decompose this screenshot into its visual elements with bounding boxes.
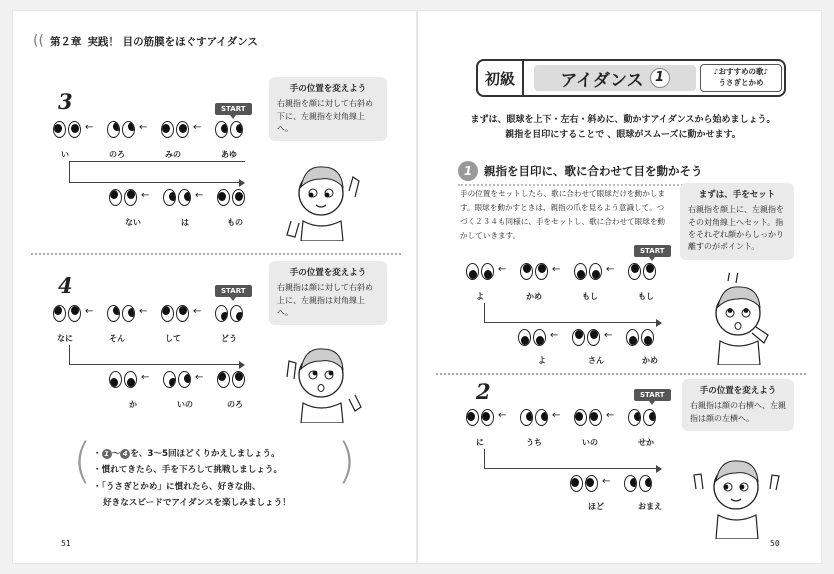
pupil-icon bbox=[634, 412, 641, 421]
bubble-text: 右親指を顔上に、左親指をその対角線上へセット。指をそれぞれ顔からしっかり離すのがポイント。 bbox=[688, 205, 784, 252]
note-item: ・慣れてきたら、手を下ろして挑戦しましょう。 bbox=[93, 465, 283, 476]
lyric-label: かめ bbox=[642, 356, 658, 365]
left-page bbox=[12, 10, 417, 564]
flow-arrowhead-icon bbox=[239, 361, 245, 369]
tip-bubble bbox=[680, 183, 794, 260]
bubble-title: 手の位置を変えよう bbox=[699, 386, 777, 396]
lyric-label: さん bbox=[588, 356, 604, 365]
pupil-icon bbox=[179, 306, 187, 315]
arrow-left-icon: ← bbox=[498, 410, 507, 421]
arrow-left-icon: ← bbox=[602, 476, 611, 487]
lyric-label: みの bbox=[165, 150, 181, 159]
right-page bbox=[417, 10, 822, 564]
eye-row-2-2 bbox=[570, 473, 680, 495]
lyric-label: もし bbox=[582, 292, 598, 301]
eye-icon bbox=[124, 371, 137, 388]
child-illustration bbox=[698, 273, 782, 365]
flow-line bbox=[69, 345, 239, 365]
eye-icon bbox=[217, 189, 230, 206]
pupil-icon bbox=[236, 124, 243, 133]
lyric-label: もの bbox=[227, 218, 243, 227]
pupil-icon bbox=[54, 306, 62, 315]
eye-icon bbox=[122, 305, 135, 322]
lyric-label: ほど bbox=[588, 502, 604, 511]
lyric-label: せか bbox=[638, 438, 654, 447]
eye-icon bbox=[107, 305, 120, 322]
eye-icon bbox=[215, 121, 228, 138]
lyric-label: して bbox=[165, 334, 181, 343]
bubble-title: まずは、手をセット bbox=[698, 190, 776, 200]
eye-icon bbox=[217, 371, 230, 388]
chapter-title: 実践！ 目の筋膜をほぐすアイダンス bbox=[87, 35, 258, 48]
section-divider bbox=[436, 373, 806, 375]
eye-icon bbox=[628, 263, 641, 280]
arrow-left-icon: ← bbox=[85, 122, 94, 133]
pupil-icon bbox=[538, 264, 546, 273]
lyric-label: は bbox=[181, 218, 189, 227]
eye-icon bbox=[643, 409, 656, 426]
eye-icon bbox=[163, 189, 176, 206]
eye-icon bbox=[572, 329, 585, 346]
eye-row-1-1 bbox=[466, 261, 676, 283]
pupil-icon bbox=[526, 412, 533, 421]
arrow-left-icon: ← bbox=[139, 122, 148, 133]
arrow-left-icon: ← bbox=[141, 372, 150, 383]
arrow-left-icon: ← bbox=[550, 330, 559, 341]
lyric-label: いの bbox=[177, 400, 193, 409]
pupil-icon bbox=[523, 264, 531, 273]
pupil-icon bbox=[162, 124, 170, 133]
hint-bubble-3 bbox=[269, 77, 387, 141]
bracket-left-icon: (( bbox=[33, 33, 44, 49]
eye-icon bbox=[232, 189, 245, 206]
eye-icon bbox=[520, 409, 533, 426]
bubble-title: 手の位置を変えよう bbox=[289, 84, 367, 94]
lyric-label: うち bbox=[526, 438, 542, 447]
eye-icon bbox=[53, 121, 66, 138]
eye-icon bbox=[124, 189, 137, 206]
eye-icon bbox=[481, 263, 494, 280]
eye-icon bbox=[585, 475, 598, 492]
chapter-header bbox=[33, 33, 258, 49]
pupil-icon bbox=[590, 412, 598, 421]
hint-bubble-4 bbox=[269, 261, 387, 325]
paren-left-icon: ( bbox=[73, 433, 92, 489]
flow-arrowhead-icon bbox=[656, 465, 662, 473]
arrow-left-icon: ← bbox=[552, 264, 561, 275]
pupil-icon bbox=[221, 124, 228, 133]
pupil-icon bbox=[536, 336, 544, 345]
lyric-label: のろ bbox=[227, 400, 243, 409]
eye-icon bbox=[68, 121, 81, 138]
eye-row-3-2 bbox=[109, 187, 269, 209]
page-number: 50 bbox=[770, 539, 780, 548]
eye-icon bbox=[68, 305, 81, 322]
eye-icon bbox=[109, 189, 122, 206]
eye-icon bbox=[161, 305, 174, 322]
chapter-label: 第２章 bbox=[49, 35, 82, 48]
notes bbox=[93, 446, 343, 511]
flow-line bbox=[484, 449, 656, 469]
pupil-icon bbox=[128, 308, 135, 317]
pupil-icon bbox=[577, 270, 585, 279]
eye-icon bbox=[230, 305, 243, 322]
section-number: 1 bbox=[458, 161, 478, 181]
lyric-label: に bbox=[476, 438, 484, 447]
lyric-label: いの bbox=[582, 438, 598, 447]
note-item: ・「うさぎとかめ」に慣れたら、好きな曲、 bbox=[93, 481, 261, 492]
start-badge: START bbox=[215, 103, 252, 115]
arrow-left-icon: ← bbox=[606, 410, 615, 421]
pupil-icon bbox=[221, 312, 228, 321]
eye-icon bbox=[163, 371, 176, 388]
pupil-icon bbox=[629, 336, 637, 345]
bubble-text: 右親指は顔に対して右斜め上に、左親指は対角線上へ。 bbox=[277, 283, 373, 317]
eye-icon bbox=[643, 263, 656, 280]
flow-arrowhead-icon bbox=[239, 179, 245, 187]
note-item: ・ 1 〜 4 を、3〜5回ほどくりかえしましょう。 bbox=[93, 449, 280, 459]
section-heading bbox=[458, 161, 703, 186]
eye-icon bbox=[178, 189, 191, 206]
lyric-label: よ bbox=[476, 292, 484, 301]
eye-icon bbox=[589, 409, 602, 426]
eye-icon bbox=[535, 263, 548, 280]
bubble-text: 右親指は顔の右横へ、左親指は顔の左横へ。 bbox=[690, 401, 786, 423]
pupil-icon bbox=[218, 372, 226, 381]
eye-icon bbox=[589, 263, 602, 280]
pupil-icon bbox=[482, 412, 490, 421]
grade-label: 初級 bbox=[476, 59, 524, 97]
lyric-label: かめ bbox=[526, 292, 542, 301]
pupil-icon bbox=[467, 412, 475, 421]
eye-icon bbox=[178, 371, 191, 388]
note-item: 好きなスピードでアイダンスを楽しみましょう！ bbox=[103, 497, 291, 508]
eye-icon bbox=[587, 329, 600, 346]
arrow-left-icon: ← bbox=[195, 372, 204, 383]
paren-right-icon: ) bbox=[337, 433, 356, 489]
lyric-label: どう bbox=[221, 334, 237, 343]
eye-row-2-1 bbox=[466, 407, 676, 429]
pupil-icon bbox=[110, 190, 118, 199]
pupil-icon bbox=[127, 190, 135, 199]
pupil-icon bbox=[235, 192, 243, 201]
child-illustration bbox=[690, 447, 782, 539]
eye-icon bbox=[109, 371, 122, 388]
note-range-sep: 〜 bbox=[111, 449, 121, 459]
eye-icon bbox=[53, 305, 66, 322]
pupil-icon bbox=[630, 478, 637, 487]
title-main bbox=[534, 65, 696, 91]
pupil-icon bbox=[162, 306, 170, 315]
step-circle-icon: 4 bbox=[120, 449, 130, 459]
title-number: 1 bbox=[650, 68, 670, 88]
pupil-icon bbox=[184, 192, 191, 201]
eye-icon bbox=[574, 409, 587, 426]
eye-icon bbox=[574, 263, 587, 280]
flow-arrowhead-icon bbox=[656, 319, 662, 327]
pupil-icon bbox=[235, 372, 243, 381]
pupil-icon bbox=[649, 412, 656, 421]
hint-bubble-2 bbox=[682, 379, 794, 431]
start-badge: START bbox=[634, 389, 671, 401]
lyric-label: そん bbox=[109, 334, 125, 343]
pupil-icon bbox=[218, 192, 226, 201]
pupil-icon bbox=[586, 478, 594, 487]
arrow-left-icon: ← bbox=[552, 410, 561, 421]
eye-icon bbox=[639, 475, 652, 492]
song-label: ♪おすすめの歌♪ bbox=[713, 67, 769, 76]
pupil-icon bbox=[644, 336, 652, 345]
eye-icon bbox=[533, 329, 546, 346]
flow-line bbox=[69, 161, 239, 183]
pupil-icon bbox=[179, 124, 187, 133]
pupil-icon bbox=[110, 378, 118, 387]
eye-icon bbox=[518, 329, 531, 346]
eye-row-4-1 bbox=[53, 303, 263, 325]
lyric-label: もし bbox=[638, 292, 654, 301]
eye-icon bbox=[570, 475, 583, 492]
bubble-text: 右親指を顔に対して右斜め下に、左親指を対角線上へ。 bbox=[277, 99, 373, 133]
pupil-icon bbox=[169, 378, 176, 387]
step-number-4: 4 bbox=[58, 273, 73, 298]
page-title: アイダンス bbox=[560, 70, 644, 91]
pupil-icon bbox=[71, 124, 79, 133]
pupil-icon bbox=[169, 192, 176, 201]
arrow-left-icon: ← bbox=[498, 264, 507, 275]
lyric-label: よ bbox=[538, 356, 546, 365]
lyric-label: のろ bbox=[109, 150, 125, 159]
arrow-left-icon: ← bbox=[193, 122, 202, 133]
pupil-icon bbox=[469, 270, 477, 279]
pupil-icon bbox=[592, 270, 600, 279]
pupil-icon bbox=[236, 312, 243, 321]
lyric-label: い bbox=[61, 150, 69, 159]
pupil-icon bbox=[484, 270, 492, 279]
step-number-3: 3 bbox=[58, 89, 73, 114]
eye-row-3-1 bbox=[53, 119, 263, 141]
eye-icon bbox=[161, 121, 174, 138]
eye-icon bbox=[122, 121, 135, 138]
eye-icon bbox=[176, 305, 189, 322]
start-badge: START bbox=[634, 245, 671, 257]
eye-icon bbox=[466, 409, 479, 426]
body-text: 手の位置をセットしたら、歌に合わせて眼球だけを動かします。眼球を動かすときは、親指の爪を見るよう意識して。つづく２３４も同様に、手をセットし、歌に合わせて眼球を動かしていきます。 bbox=[460, 189, 666, 241]
pupil-icon bbox=[645, 478, 652, 487]
lyric-label: ない bbox=[125, 218, 141, 227]
arrow-left-icon: ← bbox=[193, 306, 202, 317]
eye-icon bbox=[232, 371, 245, 388]
child-illustration bbox=[283, 333, 363, 423]
eye-icon bbox=[535, 409, 548, 426]
arrow-left-icon: ← bbox=[195, 190, 204, 201]
arrow-left-icon: ← bbox=[139, 306, 148, 317]
child-illustration bbox=[283, 151, 363, 241]
step-circle-icon: 1 bbox=[102, 449, 112, 459]
arrow-left-icon: ← bbox=[141, 190, 150, 201]
song-box bbox=[700, 64, 782, 92]
eye-icon bbox=[107, 121, 120, 138]
eye-icon bbox=[176, 121, 189, 138]
pupil-icon bbox=[571, 478, 579, 487]
lyric-label: なに bbox=[57, 334, 73, 343]
step-number-2: 2 bbox=[476, 379, 491, 404]
flow-line bbox=[484, 303, 656, 323]
eye-icon bbox=[520, 263, 533, 280]
eye-icon bbox=[626, 329, 639, 346]
eye-icon bbox=[628, 409, 641, 426]
pupil-icon bbox=[54, 124, 62, 133]
eye-icon bbox=[624, 475, 637, 492]
eye-icon bbox=[481, 409, 494, 426]
lyric-label: あゆ bbox=[221, 150, 237, 159]
lyric-label: か bbox=[129, 400, 137, 409]
pupil-icon bbox=[575, 330, 583, 339]
pupil-icon bbox=[128, 122, 135, 131]
pupil-icon bbox=[71, 306, 79, 315]
arrow-left-icon: ← bbox=[85, 306, 94, 317]
song-name: うさぎとかめ bbox=[718, 77, 764, 87]
arrow-left-icon: ← bbox=[606, 264, 615, 275]
pupil-icon bbox=[113, 122, 120, 131]
pupil-icon bbox=[631, 264, 639, 273]
start-badge: START bbox=[215, 285, 252, 297]
eye-icon bbox=[230, 121, 243, 138]
pupil-icon bbox=[184, 374, 191, 383]
intro-text: まずは、眼球を上下・左右・斜めに、動かすアイダンスから始めましょう。 親指を目印にすることで 、眼球がスムーズに動かせます。 bbox=[470, 115, 776, 140]
page-number: 51 bbox=[61, 539, 71, 548]
pupil-icon bbox=[646, 264, 654, 273]
pupil-icon bbox=[127, 378, 135, 387]
arrow-left-icon: ← bbox=[604, 330, 613, 341]
pupil-icon bbox=[521, 336, 529, 345]
eye-icon bbox=[215, 305, 228, 322]
section-title: 親指を目印に、歌に合わせて目を動かそう bbox=[484, 164, 703, 178]
eye-icon bbox=[466, 263, 479, 280]
title-box bbox=[476, 59, 786, 97]
pupil-icon bbox=[541, 412, 548, 421]
pupil-icon bbox=[575, 412, 583, 421]
lyric-label: おまえ bbox=[638, 502, 662, 511]
pupil-icon bbox=[113, 306, 120, 315]
bubble-title: 手の位置を変えよう bbox=[289, 268, 367, 278]
pupil-icon bbox=[590, 330, 598, 339]
eye-icon bbox=[641, 329, 654, 346]
section-divider bbox=[31, 253, 401, 255]
eye-row-4-2 bbox=[109, 369, 269, 391]
eye-row-1-2 bbox=[518, 327, 678, 349]
